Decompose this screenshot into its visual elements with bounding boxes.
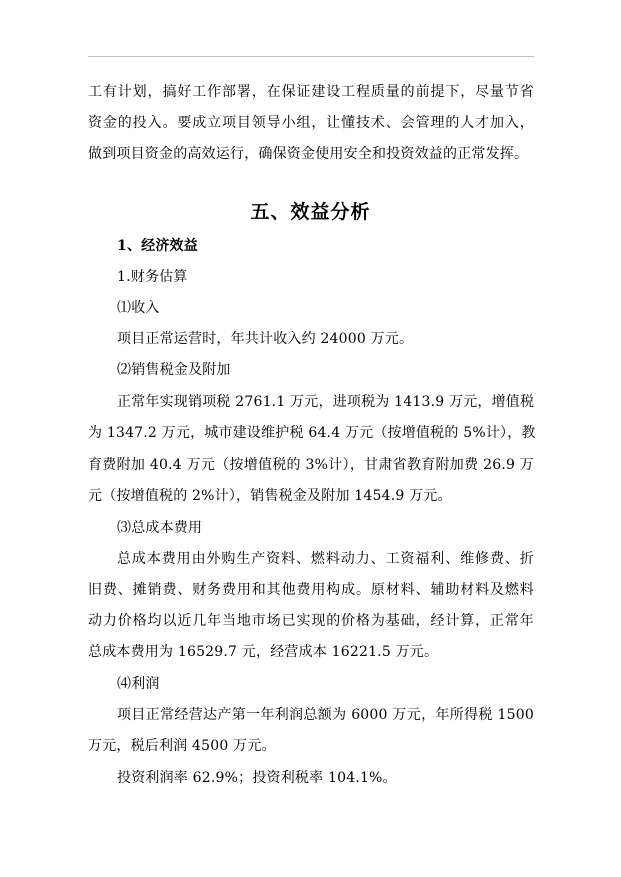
cost-line-4: 总成本费用为 16529.7 元，经营成本 16221.5 万元。 (88, 644, 439, 660)
tax-line-3: 育费附加 40.4 万元（按增值税的 3%计），甘肃省教育附加费 26.9 万 (88, 457, 534, 473)
profit-label: ⑷利润 (117, 676, 160, 692)
item-title: 1.财务估算 (117, 269, 188, 285)
profit-line-1: 项目正常经营达产第一年利润总额为 6000 万元，年所得税 1500 (117, 707, 534, 723)
tax-label: ⑵销售税金及附加 (117, 362, 231, 378)
tax-line-1: 正常年实现销项税 2761.1 万元，进项税为 1413.9 万元，增值税 (117, 394, 535, 410)
intro-line-2: 资金的投入。要成立项目领导小组，让懂技术、会管理的人才加入， (88, 115, 534, 131)
profit-line-2: 万元，税后利润 4500 万元。 (88, 738, 276, 754)
intro-line-1: 工有计划，搞好工作部署，在保证建设工程质量的前提下，尽量节省 (88, 84, 534, 100)
revenue-text: 项目正常运营时，年共计收入约 24000 万元。 (117, 331, 414, 347)
cost-line-3: 动力价格均以近几年当地市场已实现的价格为基础，经计算，正常年 (88, 613, 534, 629)
intro-line-3: 做到项目资金的高效运行，确保资金使用安全和投资效益的正常发挥。 (88, 146, 529, 162)
section-title: 五、效益分析 (250, 201, 371, 223)
header-rule (88, 56, 534, 57)
cost-label: ⑶总成本费用 (117, 520, 203, 536)
tax-line-2: 为 1347.2 万元，城市建设维护税 64.4 万元（按增值税的 5%计），教 (88, 425, 536, 441)
sub-title: 1、经济效益 (117, 238, 198, 254)
profit-rates: 投资利润率 62.9%；投资利税率 104.1%。 (117, 770, 397, 786)
revenue-label: ⑴收入 (117, 300, 160, 316)
cost-line-2: 旧费、摊销费、财务费用和其他费用构成。原材料、辅助材料及燃料 (88, 582, 534, 598)
tax-line-4: 元（按增值税的 2%计），销售税金及附加 1454.9 万元。 (88, 488, 452, 504)
cost-line-1: 总成本费用由外购生产资料、燃料动力、工资福利、维修费、折 (117, 551, 534, 567)
